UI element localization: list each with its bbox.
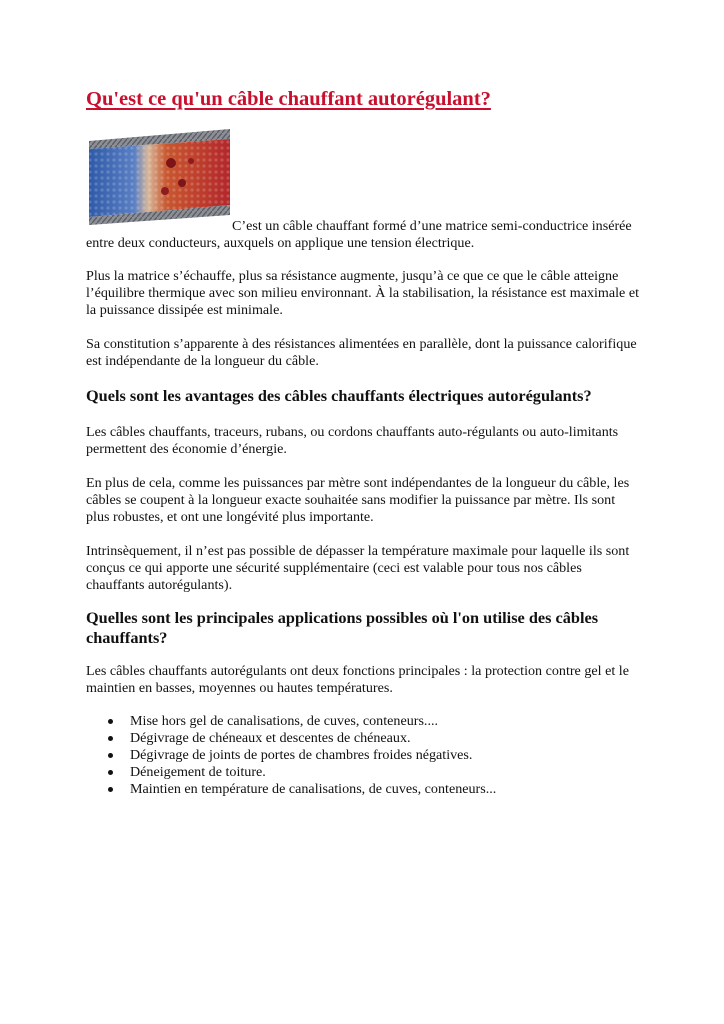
bullet-icon bbox=[108, 753, 113, 758]
heading-advantages: Quels sont les avantages des câbles chauffants électriques autorégulants? bbox=[86, 386, 592, 405]
paragraph-safety: Intrinsèquement, il n’est pas possible de dépasser la température maximale pour laquelle ils sont conçus ce qui apporte une sécurité supplémentaire (ceci est valable pour tous nos câbles chauffants autorégulants). bbox=[86, 543, 630, 593]
paragraph-cut-to-length: En plus de cela, comme les puissances par mètre sont indépendantes de la longueur du câble, les câbles se coupent à la longueur exacte souhaitée sans modifier la puissance par mètre. Ils sont plus robustes, et ont une longévité plus importante. bbox=[86, 475, 630, 525]
page-title: Qu'est ce qu'un câble chauffant autorégulant? bbox=[86, 88, 491, 110]
bullet-icon bbox=[108, 736, 113, 741]
bullet-icon bbox=[108, 787, 113, 792]
cable-cross-section-image bbox=[87, 127, 231, 225]
list-item: Mise hors gel de canalisations, de cuves, conteneurs.... bbox=[86, 713, 642, 730]
list-item: Dégivrage de chéneaux et descentes de chéneaux. bbox=[86, 730, 642, 747]
list-item: Dégivrage de joints de portes de chambres froides négatives. bbox=[86, 747, 642, 764]
intro-paragraph: C’est un câble chauffant formé d’une matrice semi-conductrice insérée entre deux conducteurs, auxquels on applique une tension électrique. bbox=[86, 218, 632, 251]
paragraph-main-functions: Les câbles chauffants autorégulants ont deux fonctions principales : la protection contre gel et le maintien en basses, moyennes ou hautes températures. bbox=[86, 663, 629, 696]
paragraph-energy-saving: Les câbles chauffants, traceurs, rubans, ou cordons chauffants auto-régulants ou auto-limitants permettent des économie d’énergie. bbox=[86, 424, 619, 457]
list-item: Maintien en température de canalisations, de cuves, conteneurs... bbox=[86, 781, 642, 798]
bullet-icon bbox=[108, 770, 113, 775]
applications-list bbox=[86, 713, 642, 798]
list-item: Déneigement de toiture. bbox=[86, 764, 642, 781]
paragraph-thermal-equilibrium: Plus la matrice s’échauffe, plus sa résistance augmente, jusqu’à ce que ce que le câble atteigne l’équilibre thermique avec son milieu environnant. À la stabilisation, la résistance est maximale et la puissance dissipée est minimale. bbox=[86, 268, 640, 318]
bullet-icon bbox=[108, 719, 113, 724]
paragraph-constitution: Sa constitution s’apparente à des résistances alimentées en parallèle, dont la puissance calorifique est indépendante de la longueur du câble. bbox=[86, 336, 637, 369]
heading-applications: Quelles sont les principales applications possibles où l'on utilise des câbles chauffants? bbox=[86, 608, 599, 647]
